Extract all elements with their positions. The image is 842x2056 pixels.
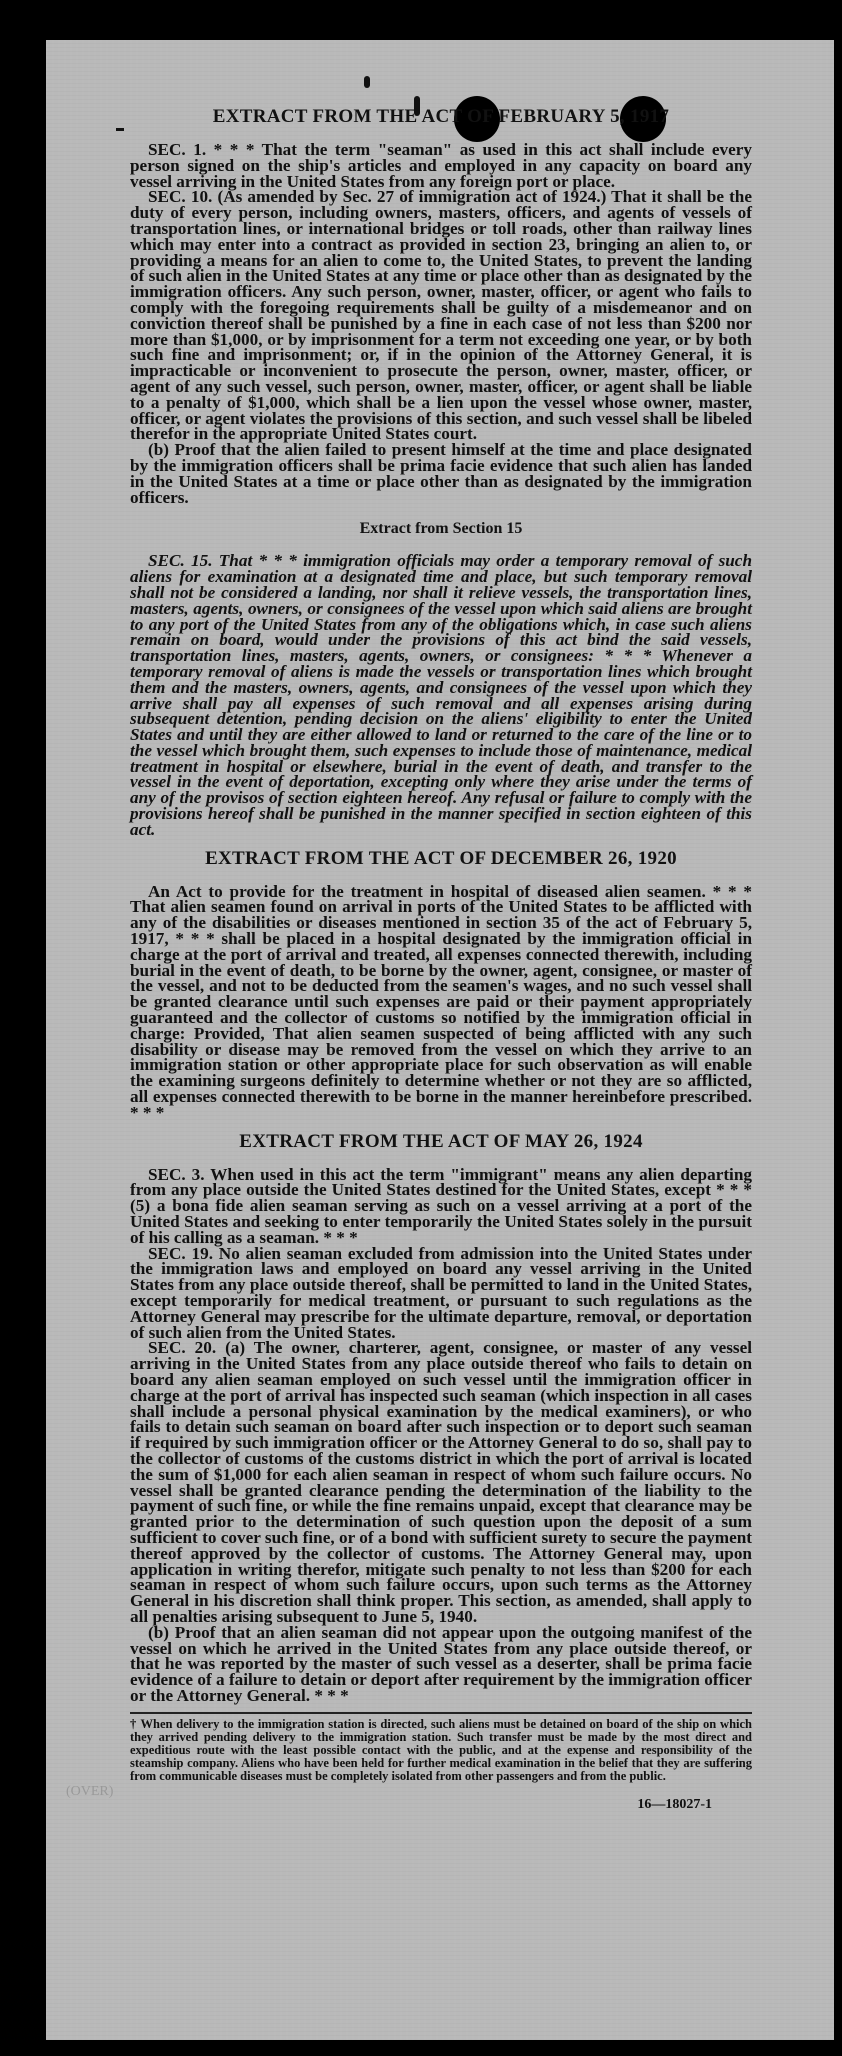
faded-over-mark: (OVER) [66,1784,114,1799]
ink-speck [116,128,124,131]
section-1: SEC. 1. * * * That the term "seaman" as used in this act shall include every person signed on the ship's articles and employed in any capacity on board any vessel arriving in the United States from any foreign port or place. [130,140,752,191]
heading-section-15: Extract from Section 15 [359,520,523,538]
footnote: † When delivery to the immigration station is directed, such aliens must be detained on board of the ship on which they arrived pending delivery to the immigration station. Such transfer must be made by the most direct and expeditious route with the least possible contact with the public, and at the expense and responsibility of the steamship company. Aliens who have been held for further medical examination in the belief that they are suffering from communicable diseases must be completely isolated from other passengers and from the public. [130,1712,752,1783]
heading-act-1920: EXTRACT FROM THE ACT OF DECEMBER 26, 1920 [205,847,677,869]
heading-act-1917: EXTRACT FROM THE ACT OF FEBRUARY 5, 1917 [212,106,670,127]
section-20: SEC. 20. (a) The owner, charterer, agent, consignee, or master of any vessel arriving in the United States from any place outside thereof who fails to detain on board any alien seaman employed on such vessel until the immigration officer in charge at the port of arrival has inspected such seaman (which inspection in all cases shall include a personal physical examination by the medical examiners), or who fails to detain such seaman on board after such inspection or to deport such seaman if required by such immigration officer or the Attorney General to do so, shall pay to the collector of customs of the customs district in which the port of arrival is located the sum of $1,000 for each alien seaman in respect of whom such failure occurs. No vessel shall be granted clearance pending the determination of the liability to the payment of such fine, or while the fine remains unpaid, except that clearance may be granted prior to the determination of such question upon the deposit of a sum sufficient to cover such fine, or of a bond with sufficient surety to secure the payment thereof approved by the collector of customs. The Attorney General may, upon application in writing therefor, mitigate such penalty to not less than $200 for each seaman in respect of whom such failure occurs, upon such terms as the Attorney General in his discretion shall think proper. This section, as amended, shall apply to all penalties arising subsequent to June 5, 1940. [130,1338,752,1626]
section-10-b: (b) Proof that the alien failed to present himself at the time and place designated by the immigration officers shall be prima facie evidence that such alien has landed in the United States at a time or place other than as designated by the immigration officers. [130,440,752,507]
section-3: SEC. 3. When used in this act the term "immigrant" means any alien departing from any place outside the United States destined for the United States, except * * * (5) a bona fide alien seaman serving as such on a vessel arriving at a port of the United States and seeking to enter temporarily the United States solely in the pursuit of his calling as a seaman. * * * [130,1164,752,1247]
section-15: SEC. 15. That * * * immigration officials may order a temporary removal of such aliens for examination at a designated time and place, but such temporary removal shall not be considered a landing, nor shall it relieve vessels, the transportation lines, masters, agents, owners, or consignees of the vessel upon which said aliens are brought to any port of the United States from any of the obligations which, in case such aliens remain on board, would under the provisions of this act bind the said vessels, transportation lines, masters, agents, owners, or consignees: * * * Whenever a temporary removal of aliens is made the vessels or transportation lines which brought them and the masters, owners, agents, and consignees of the vessel upon which they arrive shall pay all expenses of such removal and all expenses arising during subsequent detention, pending decision on the aliens' eligibility to enter the United States and until they are either allowed to land or returned to the care of the line or to the vessel which brought them, such expenses to include those of maintenance, medical treatment in hospital or elsewhere, burial in the event of death, and transfer to the vessel in the event of deportation, excepting only where they arise under the terms of any of the provisos of section eighteen hereof. Any refusal or failure to comply with the provisions hereof shall be punished in the manner specified in section eighteen of this act. [130,551,752,839]
document-page [46,40,834,2040]
ink-speck [364,76,370,88]
section-10: SEC. 10. (As amended by Sec. 27 of immigration act of 1924.) That it shall be the duty of every person, including owners, masters, officers, and agents of vessels of transportation lines, or international bridges or toll roads, other than railway lines which may enter into a contract as provided in section 23, bringing an alien to, or providing a means for an alien to come to, the United States, to prevent the landing of such alien in the United States at any time or place other than as designated by the immigration officers. Any such person, owner, master, officer, or agent who fails to comply with the foregoing requirements shall be guilty of a misdemeanor and on conviction thereof shall be punished by a fine in each case of not less than $200 nor more than $1,000, or by imprisonment for a term not exceeding one year, or by both such fine and imprisonment; or, if in the opinion of the Attorney General, it is impracticable or inconvenient to prosecute the person, owner, master, officer, or agent of any such vessel, such person, owner, master, officer, or agent shall be liable to a penalty of $1,000, which shall be a lien upon the vessel whose owner, master, officer, or agent violates the provisions of this section, and such vessel shall be libeled therefor in the appropriate United States court. [130,187,752,444]
section-19: SEC. 19. No alien seaman excluded from admission into the United States under the immigration laws and employed on board any vessel arriving in the United States from any place outside thereof, shall be permitted to land in the United States, except temporarily for medical treatment, or pursuant to such regulations as the Attorney General may prescribe for the ultimate departure, removal, or deportation of such alien from the United States. [130,1243,752,1342]
form-number: 16—18027-1 [637,1796,712,1812]
section-20-b: (b) Proof that an alien seaman did not appear upon the outgoing manifest of the vessel on which he arrived in the United States from any place outside thereof, or that he was reported by the master of such vessel as a deserter, shall be prima facie evidence of a failure to detain or deport after requirement by the immigration officer or the Attorney General. * * * [130,1622,752,1705]
heading-act-1924: EXTRACT FROM THE ACT OF MAY 26, 1924 [239,1130,643,1152]
act-1920-text: An Act to provide for the treatment in hospital of diseased alien seamen. * * * That alien seamen found on arrival in ports of the United States to be afflicted with any of the disabilities or diseases mentioned in section 35 of the act of February 5, 1917, * * * shall be placed in a hospital designated by the immigration official in charge at the port of arrival and treated, all expenses connected therewith, including burial in the event of death, to be borne by the owner, agent, consignee, or master of the vessel, and not to be deducted from the seamen's wages, and no such vessel shall be granted clearance until such expenses are paid or their payment appropriately guaranteed and the collector of customs so notified by the immigration official in charge: Provided, That alien seamen suspected of being afflicted with any such disability or disease may be removed from the vessel on which they arrive to an immigration station or other appropriate place for such observation as will enable the examining surgeons definitely to determine whether or not they are so afflicted, all expenses connected therewith to be borne in the manner hereinbefore prescribed. * * * [130,881,752,1122]
document-text [130,106,752,1813]
